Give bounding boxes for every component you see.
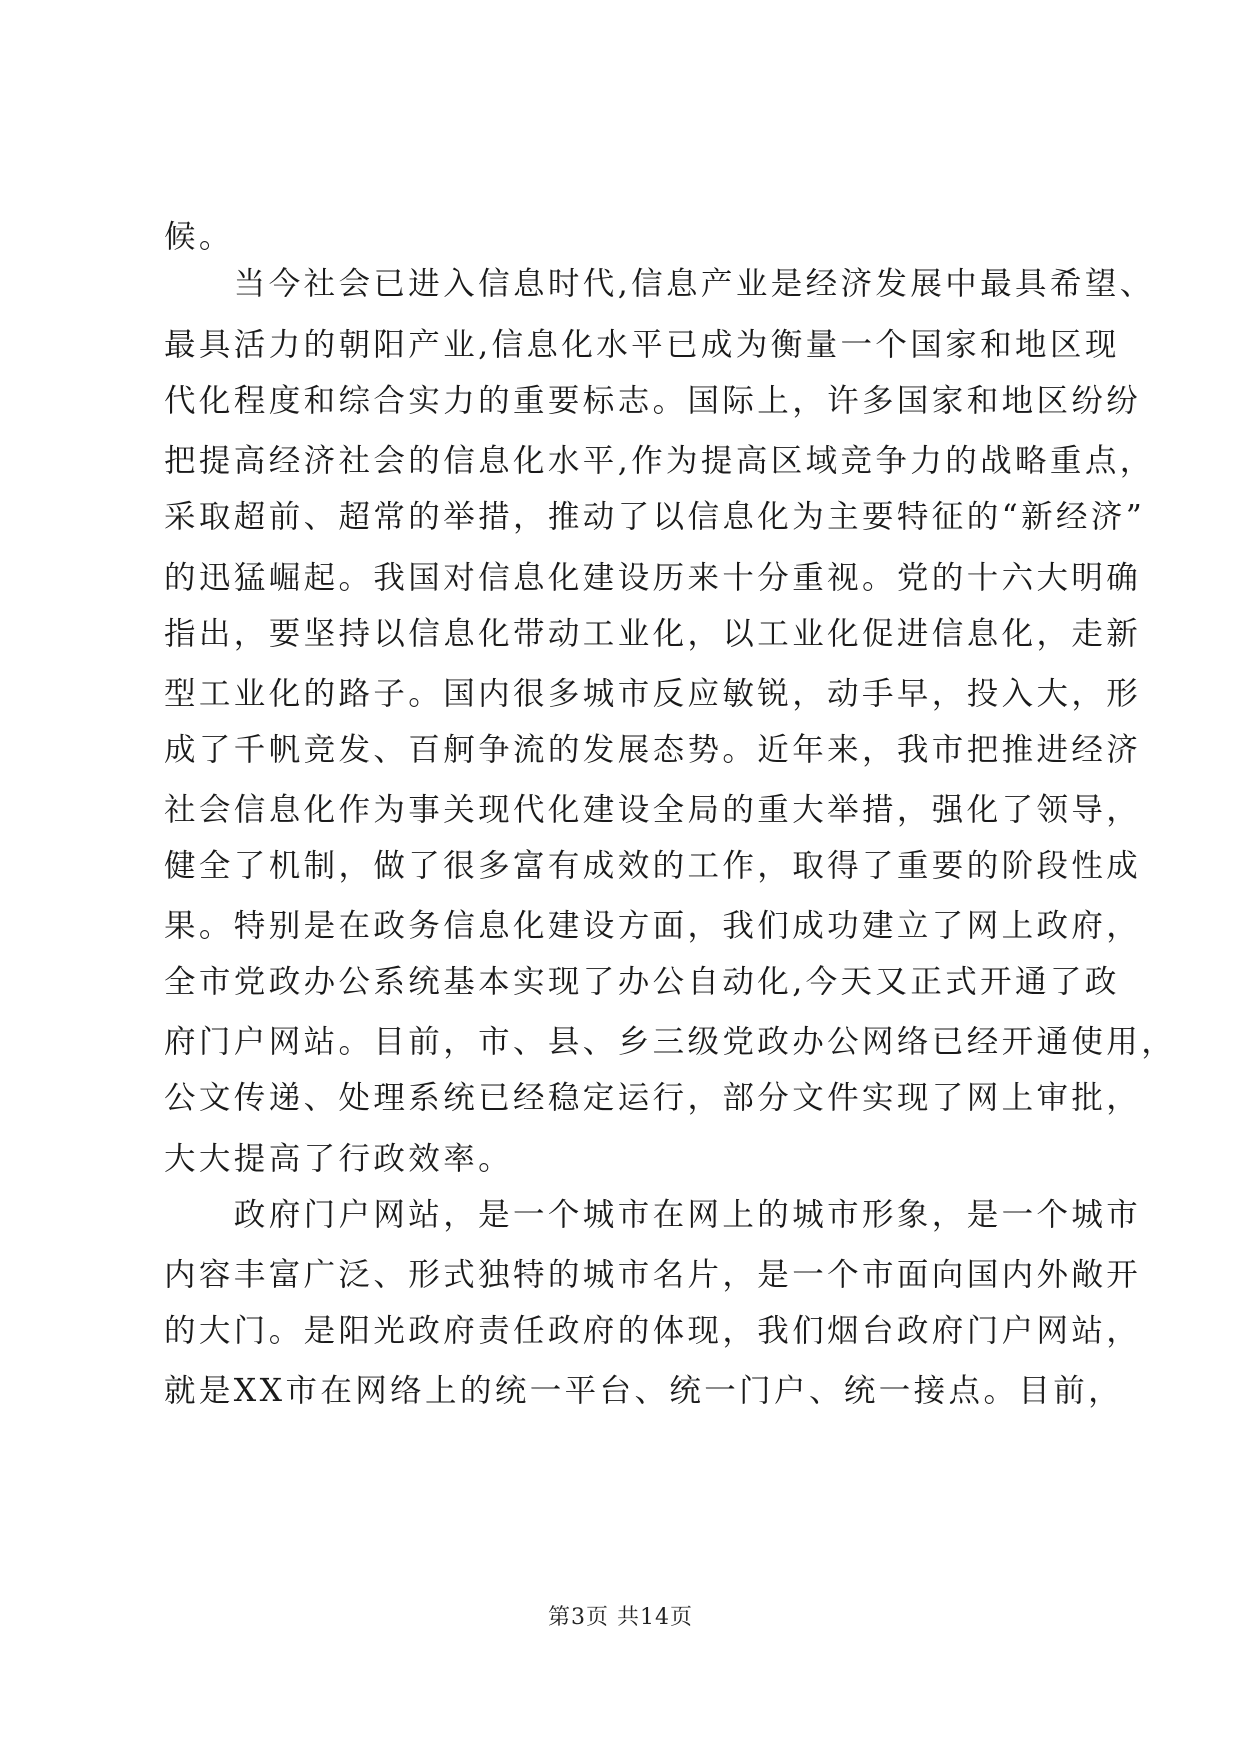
body-text-line: 健全了机制，做了很多富有成效的工作，取得了重要的阶段性成 [164,848,1142,884]
body-text-line: 就是XX市在网络上的统一平台、统一门户、统一接点。目前， [164,1373,1124,1409]
body-text-line: 型工业化的路子。国内很多城市反应敏锐，动手早，投入大，形 [164,676,1142,712]
body-text-line: 把提高经济社会的信息化水平,作为提高区域竞争力的战略重点， [164,443,1155,479]
body-text-line: 候。 [164,219,234,255]
body-text-line: 果。特别是在政务信息化建设方面，我们成功建立了网上政府， [164,908,1142,944]
body-text-line: 内容丰富广泛、形式独特的城市名片，是一个市面向国内外敞开 [164,1257,1142,1293]
body-text-line: 全市党政办公系统基本实现了办公自动化,今天又正式开通了政 [164,964,1120,1000]
body-text-line: 采取超前、超常的举措，推动了以信息化为主要特征的“新经济” [164,499,1146,535]
body-text-line: 大大提高了行政效率。 [164,1141,514,1177]
body-text-line: 的大门。是阳光政府责任政府的体现，我们烟台政府门户网站， [164,1313,1142,1349]
body-text-line: 社会信息化作为事关现代化建设全局的重大举措，强化了领导， [164,792,1142,828]
body-text-line: 当今社会已进入信息时代,信息产业是经济发展中最具希望、 [164,266,1155,302]
body-text-line: 府门户网站。目前，市、县、乡三级党政办公网络已经开通使用， [164,1024,1177,1060]
body-text-line: 最具活力的朝阳产业,信息化水平已成为衡量一个国家和地区现 [164,327,1120,363]
body-text-line: 指出，要坚持以信息化带动工业化，以工业化促进信息化，走新 [164,616,1142,652]
body-text-line: 政府门户网站，是一个城市在网上的城市形象，是一个城市 [164,1197,1142,1233]
body-text-line: 公文传递、处理系统已经稳定运行，部分文件实现了网上审批， [164,1080,1142,1116]
body-text-line: 代化程度和综合实力的重要标志。国际上，许多国家和地区纷纷 [164,383,1142,419]
body-text-line: 的迅猛崛起。我国对信息化建设历来十分重视。党的十六大明确 [164,560,1142,596]
body-text-line: 成了千帆竞发、百舸争流的发展态势。近年来，我市把推进经济 [164,732,1142,768]
page-number-footer: 第3页 共14页 [548,1605,693,1630]
